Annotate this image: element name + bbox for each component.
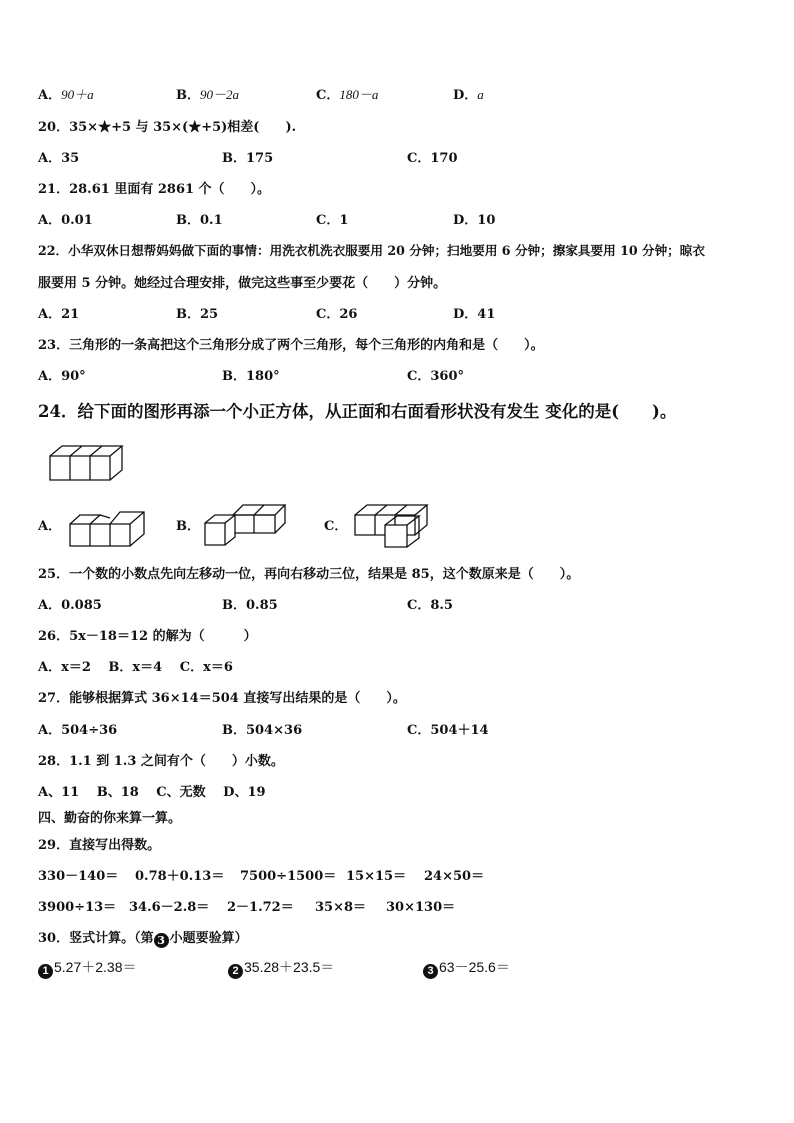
calc-item: 7500÷1500＝ [240, 869, 337, 884]
option-letter: C． [316, 88, 340, 103]
q21-option-d [453, 209, 495, 228]
option-value: 0.01 [61, 213, 93, 228]
q24-option-b-label: B． [176, 519, 200, 534]
q22-stem-line2: 服要用 5 分钟。她经过合理安排，做完这些事至少要花（ ）分钟。 [38, 276, 447, 291]
q23-option-c [407, 365, 464, 384]
option-value: a [477, 87, 484, 102]
option-value: 21 [61, 307, 80, 322]
option-value: 41 [477, 307, 496, 322]
q30-item-3 [423, 957, 510, 979]
q28-stem: 28．1.1 到 1.3 之间有个（ ）小数。 [38, 754, 284, 769]
option-value: 0.1 [200, 213, 223, 228]
q20-option-b [222, 147, 273, 166]
circled-number: 1 [38, 964, 53, 979]
q25-option-a [38, 594, 102, 613]
q30-item-1 [38, 957, 137, 979]
q23-option-b [222, 365, 280, 384]
option-letter: C． [316, 213, 340, 228]
q22-option-c [316, 303, 357, 322]
q20-option-c [407, 147, 458, 166]
option-letter: C． [407, 598, 431, 613]
option-value: 180° [246, 369, 280, 384]
option-letter: B． [176, 88, 200, 103]
q19-option-c [316, 84, 378, 103]
vertical-expression: 35.28＋23.5＝ [244, 959, 335, 975]
option-letter: D． [453, 307, 478, 322]
option-letter: A． [38, 369, 62, 384]
option-letter: C． [407, 369, 431, 384]
option-letter: A． [38, 598, 62, 613]
option-letter: D． [453, 213, 478, 228]
option-value: 170 [430, 151, 458, 166]
q26-options: A．x＝2 B．x＝4 C．x＝6 [38, 660, 233, 675]
option-letter: B． [176, 307, 200, 322]
q29-stem: 29．直接写出得数。 [38, 838, 161, 853]
calc-item: 30×130＝ [386, 900, 456, 915]
option-value: 504×36 [246, 723, 303, 738]
option-value: 90° [61, 369, 86, 384]
q27-option-b [222, 719, 302, 738]
calc-item: 330－140＝ [38, 869, 119, 884]
q30-item-2 [228, 957, 334, 979]
circled-number: 2 [228, 964, 243, 979]
circled-number: 3 [423, 964, 438, 979]
q30-stem-post: 小题要验算） [169, 931, 248, 946]
option-value: 90＋a [61, 87, 94, 102]
q27-stem: 27．能够根据算式 36×14＝504 直接写出结果的是（ ）。 [38, 691, 406, 706]
q19-option-a [38, 84, 94, 103]
q26-stem: 26．5x－18＝12 的解为（ ） [38, 629, 257, 644]
q25-option-c [407, 594, 453, 613]
q24-option-c-figure [355, 503, 435, 548]
option-value: 10 [477, 213, 496, 228]
calc-item: 34.6－2.8＝ [129, 900, 210, 915]
option-value: 360° [430, 369, 464, 384]
q27-option-c [407, 719, 489, 738]
option-value: 90－2a [200, 87, 240, 102]
option-value: 504÷36 [61, 723, 118, 738]
q28-options: A、11 B、18 C、无数 D、19 [38, 785, 266, 800]
calc-item: 3900÷13＝ [38, 900, 117, 915]
calc-item: 0.78＋0.13＝ [135, 869, 225, 884]
circled-number: 3 [154, 933, 169, 948]
q24-option-b-figure [205, 503, 300, 548]
option-value: 180－a [339, 87, 379, 102]
q30-stem-pre: 30．竖式计算。（第 [38, 931, 154, 946]
option-letter: C． [316, 307, 340, 322]
option-letter: B． [176, 213, 200, 228]
q21-option-c [316, 209, 348, 228]
option-value: 0.085 [61, 598, 102, 613]
option-value: 25 [200, 307, 219, 322]
option-letter: A． [38, 213, 62, 228]
q24-base-figure [50, 444, 130, 484]
q22-option-b [176, 303, 218, 322]
option-letter: A． [38, 723, 62, 738]
q22-option-a [38, 303, 79, 322]
option-letter: B． [222, 598, 246, 613]
calc-item: 15×15＝ [346, 869, 407, 884]
q20-stem: 20．35×★+5 与 35×(★+5)相差( ). [38, 120, 297, 135]
option-letter: A． [38, 88, 62, 103]
q27-option-a [38, 719, 117, 738]
option-letter: A． [38, 307, 62, 322]
calc-item: 35×8＝ [315, 900, 367, 915]
option-value: 8.5 [430, 598, 453, 613]
q22-option-d [453, 303, 495, 322]
option-value: 35 [61, 151, 80, 166]
option-letter: B． [222, 151, 246, 166]
option-letter: B． [222, 723, 246, 738]
section-4-title: 四、勤奋的你来算一算。 [38, 811, 182, 826]
q24-option-a-figure [70, 510, 150, 550]
q30-stem [38, 927, 248, 948]
calc-item: 2－1.72＝ [227, 900, 294, 915]
vertical-expression: 5.27＋2.38＝ [54, 959, 137, 975]
q24-option-c-label: C． [324, 519, 348, 534]
q20-option-a [38, 147, 79, 166]
option-value: 26 [339, 307, 358, 322]
q25-stem: 25．一个数的小数点先向左移动一位，再向右移动三位，结果是 85，这个数原来是（ ）。 [38, 567, 580, 582]
q21-stem: 21．28.61 里面有 2861 个（ ）。 [38, 182, 271, 197]
q24-option-a-label: A． [38, 519, 62, 534]
option-letter: B． [222, 369, 246, 384]
option-value: 175 [246, 151, 274, 166]
option-value: 0.85 [246, 598, 278, 613]
q22-stem-line1: 22．小华双休日想帮妈妈做下面的事情：用洗衣机洗衣服要用 20 分钟；扫地要用 6 分钟；擦家具要用 10 分钟；晾衣 [38, 243, 705, 258]
q19-option-b [176, 84, 239, 103]
q19-option-d [453, 84, 484, 103]
calc-item: 24×50＝ [424, 869, 485, 884]
q24-stem: 24．给下面的图形再添一个小正方体，从正面和右面看形状没有发生 变化的是( )。 [38, 402, 677, 421]
option-value: 1 [339, 213, 349, 228]
option-letter: D． [453, 88, 478, 103]
q23-stem: 23．三角形的一条高把这个三角形分成了两个三角形，每个三角形的内角和是（ ）。 [38, 338, 544, 353]
q21-option-b [176, 209, 223, 228]
vertical-expression: 63－25.6＝ [439, 959, 510, 975]
option-letter: A． [38, 151, 62, 166]
option-letter: C． [407, 723, 431, 738]
option-value: 504＋14 [430, 723, 489, 738]
q23-option-a [38, 365, 86, 384]
q25-option-b [222, 594, 278, 613]
q21-option-a [38, 209, 93, 228]
option-letter: C． [407, 151, 431, 166]
